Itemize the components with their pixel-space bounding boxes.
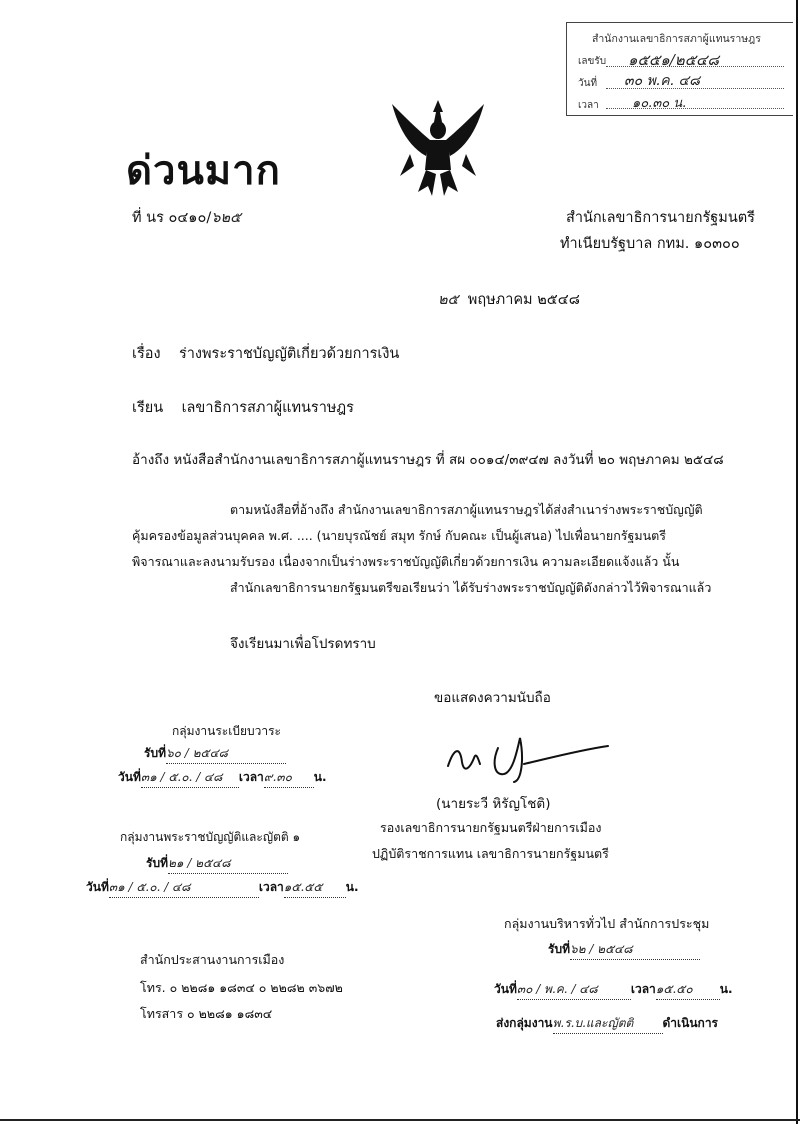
legal-stamp-no-value: ๒๑ / ๒๕๔๘ bbox=[168, 854, 288, 874]
legal-stamp-date-value: ๓๑ / ๕.๐. / ๔๘ bbox=[109, 878, 259, 898]
scan-border-right bbox=[796, 0, 798, 1124]
document-number-label: ที่ นร ๐๔๑๐/ bbox=[132, 210, 212, 226]
legal-stamp-title: กลุ่มงานพระราชบัญญัติและญัตติ ๑ bbox=[120, 830, 301, 844]
legal-stamp-time-label: เวลา bbox=[258, 880, 284, 894]
registry-stamp-title: กลุ่มงานระเบียบวาระ bbox=[172, 724, 281, 738]
signer-name: (นายระวี หิรัญโชติ) bbox=[436, 796, 551, 812]
general-stamp-forward-suffix: ดำเนินการ bbox=[662, 1016, 719, 1030]
document-number bbox=[132, 206, 241, 229]
registry-stamp-no bbox=[144, 744, 286, 764]
scan-border-bottom bbox=[0, 1119, 800, 1121]
legal-stamp-time-unit: น. bbox=[345, 880, 359, 894]
registry-stamp-date-value: ๓๑ / ๕.๐. / ๔๘ bbox=[141, 768, 239, 788]
general-stamp-date-value: ๓๐ / พ.ค. / ๔๘ bbox=[517, 980, 631, 1000]
general-stamp-time-unit: น. bbox=[719, 982, 733, 996]
general-stamp-forward bbox=[496, 1014, 718, 1034]
legal-stamp-no bbox=[146, 854, 288, 874]
document-number-handwritten: ๖๒๕ bbox=[211, 210, 241, 226]
sender-office: สำนักเลขาธิการนายกรัฐมนตรี bbox=[566, 210, 755, 226]
body-line-3: พิจารณาและลงนามรับรอง เนื่องจากเป็นร่างพระราชบัญญัติเกี่ยวด้วยการเงิน ความละเอียดแจ้งแล้ว นั้น bbox=[132, 554, 680, 569]
document-date-day: ๒๕ bbox=[438, 292, 459, 308]
subject-text: ร่างพระราชบัญญัติเกี่ยวด้วยการเงิน bbox=[178, 346, 400, 362]
closing-request: จึงเรียนมาเพื่อโปรดทราบ bbox=[230, 636, 376, 652]
general-stamp-time-label: เวลา bbox=[630, 982, 656, 996]
footer-office: สำนักประสานงานการเมือง bbox=[140, 952, 285, 967]
signer-acting-for: ปฏิบัติราชการแทน เลขาธิการนายกรัฐมนตรี bbox=[372, 846, 609, 861]
general-stamp-time-value: ๑๕.๕๐ bbox=[656, 980, 720, 1000]
signature-closing: ขอแสดงความนับถือ bbox=[434, 690, 551, 706]
addressee-text: เลขาธิการสภาผู้แทนราษฎร bbox=[181, 400, 354, 416]
registry-stamp-date-label: วันที่ bbox=[118, 770, 141, 784]
signer-position: รองเลขาธิการนายกรัฐมนตรีฝ่ายการเมือง bbox=[380, 820, 602, 835]
general-stamp-no-value: ๖๒ / ๒๕๔๘ bbox=[570, 940, 700, 960]
receipt-stamp-date-label: วันที่ bbox=[578, 78, 598, 89]
garuda-emblem bbox=[388, 96, 488, 200]
handwritten-signature bbox=[440, 718, 620, 784]
general-stamp-forward-value: พ.ร.บ.และญัตติ bbox=[553, 1014, 663, 1034]
receipt-stamp-time-value: ๑๐.๓๐ น. bbox=[632, 96, 687, 111]
addressee-label: เรียน bbox=[132, 400, 164, 416]
sender-address: ทำเนียบรัฐบาล กทม. ๑๐๓๐๐ bbox=[560, 236, 740, 252]
addressee-line bbox=[132, 396, 354, 419]
general-stamp-no-label: รับที่ bbox=[548, 942, 570, 956]
document-date bbox=[438, 288, 580, 311]
legal-stamp-no-label: รับที่ bbox=[146, 856, 168, 870]
registry-stamp-time-value: ๙.๓๐ bbox=[264, 768, 314, 788]
body-line-1: ตามหนังสือที่อ้างถึง สำนักงานเลขาธิการสภาผู้แทนราษฎรได้ส่งสำเนาร่างพระราชบัญญัติ bbox=[230, 502, 703, 517]
subject-label: เรื่อง bbox=[132, 346, 161, 362]
general-stamp-no bbox=[548, 940, 700, 960]
legal-stamp-date bbox=[86, 878, 359, 898]
receipt-stamp-no-label: เลขรับ bbox=[578, 56, 607, 67]
footer-fax: โทรสาร ๐ ๒๒๘๑ ๑๘๓๔ bbox=[140, 1006, 273, 1021]
document-date-rest: พฤษภาคม ๒๕๔๘ bbox=[467, 292, 580, 308]
registry-stamp-no-value: ๖๐ / ๒๕๔๘ bbox=[166, 744, 286, 764]
receipt-stamp-date-value: ๓๐ พ.ค. ๔๘ bbox=[624, 73, 700, 89]
footer-tel: โทร. ๐ ๒๒๘๑ ๑๘๓๔ ๐ ๒๒๘๒ ๓๖๗๒ bbox=[140, 980, 343, 995]
general-stamp-date-label: วันที่ bbox=[494, 982, 517, 996]
legal-stamp-time-value: ๑๕.๕๕ bbox=[284, 878, 346, 898]
receipt-stamp-office: สำนักงานเลขาธิการสภาผู้แทนราษฎร bbox=[592, 33, 761, 45]
registry-stamp-date bbox=[118, 768, 327, 788]
subject-line bbox=[132, 342, 399, 365]
urgency-label: ด่วนมาก bbox=[126, 148, 281, 194]
registry-stamp-time-unit: น. bbox=[313, 770, 327, 784]
general-stamp-date bbox=[494, 980, 733, 1000]
legal-stamp-date-label: วันที่ bbox=[86, 880, 109, 894]
reference-line: อ้างถึง หนังสือสำนักงานเลขาธิการสภาผู้แทนราษฎร ที่ สผ ๐๐๑๔/๓๙๔๗ ลงวันที่ ๒๐ พฤษภาคม ๒๕๔๘ bbox=[132, 452, 724, 468]
general-stamp-forward-label: ส่งกลุ่มงาน bbox=[496, 1016, 553, 1030]
receipt-stamp-no-value: ๑๕๕๑/๒๕๔๘ bbox=[628, 51, 719, 69]
registry-stamp-no-label: รับที่ bbox=[144, 746, 166, 760]
body-line-4: สำนักเลขาธิการนายกรัฐมนตรีขอเรียนว่า ได้รับร่างพระราชบัญญัติดังกล่าวไว้พิจารณาแล้ว bbox=[230, 580, 712, 595]
receipt-stamp-time-label: เวลา bbox=[578, 100, 599, 111]
body-line-2: คุ้มครองข้อมูลส่วนบุคคล พ.ศ. .... (นายบุรณัชย์ สมุท รักษ์ กับคณะ เป็นผู้เสนอ) ไปเพื่อนายกรัฐมนตรี bbox=[132, 528, 667, 543]
general-stamp-title: กลุ่มงานบริหารทั่วไป สำนักการประชุม bbox=[504, 916, 710, 931]
registry-stamp-time-label: เวลา bbox=[238, 770, 264, 784]
